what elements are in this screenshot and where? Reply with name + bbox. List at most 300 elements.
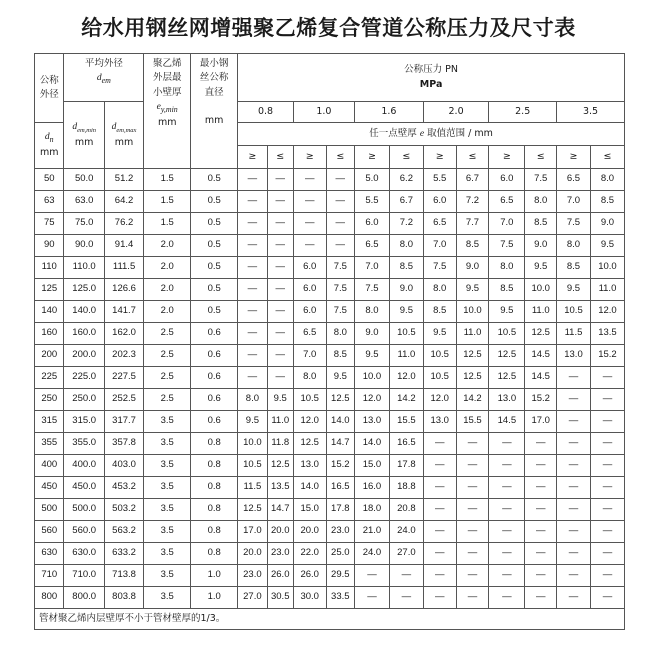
- table-cell: —: [456, 477, 489, 499]
- table-cell: 1.0: [191, 587, 238, 609]
- min-symbol: ≥: [423, 146, 456, 169]
- table-cell: 13.5: [590, 323, 624, 345]
- table-cell: 8.5: [525, 213, 557, 235]
- table-cell: —: [456, 521, 489, 543]
- table-cell: —: [489, 455, 525, 477]
- table-cell: 2.0: [144, 257, 191, 279]
- table-cell: —: [557, 367, 591, 389]
- table-cell: 8.0: [489, 257, 525, 279]
- table-cell: 8.0: [389, 235, 423, 257]
- table-row: [35, 191, 625, 213]
- table-cell: 12.5: [293, 433, 326, 455]
- table-cell: —: [489, 565, 525, 587]
- table-cell: 3.5: [144, 521, 191, 543]
- table-cell: —: [423, 455, 456, 477]
- table-cell: 8.5: [557, 257, 591, 279]
- table-row: [35, 433, 625, 455]
- table-cell: 50: [35, 169, 64, 191]
- table-cell: 20.0: [238, 543, 267, 565]
- table-cell: 400: [35, 455, 64, 477]
- table-cell: —: [267, 235, 293, 257]
- table-cell: —: [389, 565, 423, 587]
- table-row: [35, 367, 625, 389]
- table-cell: —: [267, 257, 293, 279]
- table-cell: 13.0: [423, 411, 456, 433]
- table-cell: —: [423, 521, 456, 543]
- table-cell: 10.5: [423, 367, 456, 389]
- table-cell: 3.5: [144, 433, 191, 455]
- table-cell: —: [326, 213, 354, 235]
- table-cell: 5.5: [355, 191, 390, 213]
- table-cell: 90.0: [64, 235, 104, 257]
- table-cell: 0.5: [191, 301, 238, 323]
- table-cell: —: [590, 499, 624, 521]
- table-cell: 7.5: [489, 235, 525, 257]
- table-row: [35, 477, 625, 499]
- table-cell: 91.4: [104, 235, 143, 257]
- table-cell: 12.0: [355, 389, 390, 411]
- table-cell: 15.2: [326, 455, 354, 477]
- max-symbol: ≤: [525, 146, 557, 169]
- table-cell: 8.5: [389, 257, 423, 279]
- table-cell: 7.7: [456, 213, 489, 235]
- table-cell: 25.0: [326, 543, 354, 565]
- table-cell: 2.5: [144, 389, 191, 411]
- table-cell: —: [238, 213, 267, 235]
- table-cell: —: [238, 279, 267, 301]
- table-cell: 252.5: [104, 389, 143, 411]
- table-cell: 0.6: [191, 323, 238, 345]
- table-cell: 7.5: [326, 257, 354, 279]
- table-cell: 630.0: [64, 543, 104, 565]
- table-cell: 800: [35, 587, 64, 609]
- table-cell: 30.0: [293, 587, 326, 609]
- table-cell: 0.6: [191, 389, 238, 411]
- table-cell: 317.7: [104, 411, 143, 433]
- dem-min-header: $d_{em,min}$ mm: [64, 102, 104, 169]
- table-cell: —: [590, 367, 624, 389]
- table-cell: 30.5: [267, 587, 293, 609]
- table-cell: 3.5: [144, 565, 191, 587]
- table-cell: 24.0: [355, 543, 390, 565]
- pn-value: 2.0: [423, 102, 489, 123]
- table-cell: 14.5: [525, 345, 557, 367]
- table-cell: 18.8: [389, 477, 423, 499]
- table-cell: 0.5: [191, 213, 238, 235]
- table-cell: 3.5: [144, 477, 191, 499]
- table-cell: 9.5: [326, 367, 354, 389]
- table-cell: 9.5: [525, 257, 557, 279]
- table-cell: 225: [35, 367, 64, 389]
- table-cell: 23.0: [267, 543, 293, 565]
- table-cell: —: [456, 565, 489, 587]
- table-cell: 355: [35, 433, 64, 455]
- table-cell: 110: [35, 257, 64, 279]
- table-cell: 75.0: [64, 213, 104, 235]
- table-cell: —: [238, 345, 267, 367]
- table-cell: —: [293, 213, 326, 235]
- table-cell: 33.5: [326, 587, 354, 609]
- table-cell: 29.5: [326, 565, 354, 587]
- table-cell: 202.3: [104, 345, 143, 367]
- wire-diameter-header: 最小钢 丝公称 直径 mm: [191, 54, 238, 169]
- table-cell: 10.5: [238, 455, 267, 477]
- table-cell: 14.5: [489, 411, 525, 433]
- table-cell: —: [267, 191, 293, 213]
- dn-symbol-header: $d_n$ mm: [35, 123, 64, 169]
- table-row: [35, 169, 625, 191]
- table-cell: —: [525, 477, 557, 499]
- table-cell: 12.0: [293, 411, 326, 433]
- table-cell: —: [557, 411, 591, 433]
- table-cell: 11.5: [557, 323, 591, 345]
- table-cell: —: [557, 565, 591, 587]
- table-cell: 16.5: [326, 477, 354, 499]
- table-cell: 13.0: [293, 455, 326, 477]
- table-cell: 6.2: [389, 169, 423, 191]
- table-cell: —: [489, 543, 525, 565]
- table-cell: 9.5: [489, 301, 525, 323]
- table-cell: —: [456, 543, 489, 565]
- table-cell: 6.0: [355, 213, 390, 235]
- table-row: [35, 499, 625, 521]
- table-cell: —: [293, 235, 326, 257]
- table-cell: —: [525, 433, 557, 455]
- table-cell: —: [423, 477, 456, 499]
- table-cell: 6.5: [557, 169, 591, 191]
- table-cell: 9.5: [590, 235, 624, 257]
- table-cell: 12.5: [238, 499, 267, 521]
- table-cell: 7.0: [557, 191, 591, 213]
- table-cell: —: [326, 169, 354, 191]
- table-cell: —: [525, 565, 557, 587]
- table-cell: 5.0: [355, 169, 390, 191]
- avg-od-header: 平均外径 $d_{em}$: [64, 54, 144, 102]
- table-cell: 8.0: [355, 301, 390, 323]
- table-cell: 8.5: [489, 279, 525, 301]
- table-cell: 23.0: [238, 565, 267, 587]
- table-cell: 710: [35, 565, 64, 587]
- table-cell: 400.0: [64, 455, 104, 477]
- table-cell: 20.0: [267, 521, 293, 543]
- table-cell: 12.5: [489, 345, 525, 367]
- table-cell: 0.5: [191, 279, 238, 301]
- table-cell: 140: [35, 301, 64, 323]
- table-row: [35, 521, 625, 543]
- max-symbol: ≤: [267, 146, 293, 169]
- table-row: [35, 257, 625, 279]
- table-cell: 710.0: [64, 565, 104, 587]
- table-cell: 1.5: [144, 169, 191, 191]
- min-symbol: ≥: [489, 146, 525, 169]
- table-cell: 450.0: [64, 477, 104, 499]
- table-cell: —: [557, 455, 591, 477]
- table-cell: 2.0: [144, 301, 191, 323]
- table-cell: —: [590, 543, 624, 565]
- table-row: [35, 389, 625, 411]
- table-cell: 12.5: [326, 389, 354, 411]
- table-cell: 110.0: [64, 257, 104, 279]
- table-cell: —: [238, 323, 267, 345]
- table-cell: 63.0: [64, 191, 104, 213]
- table-cell: —: [355, 565, 390, 587]
- table-row: [35, 235, 625, 257]
- table-cell: —: [590, 477, 624, 499]
- table-cell: 7.2: [389, 213, 423, 235]
- table-cell: 13.5: [267, 477, 293, 499]
- table-cell: 126.6: [104, 279, 143, 301]
- min-symbol: ≥: [557, 146, 591, 169]
- table-cell: 10.0: [525, 279, 557, 301]
- table-cell: —: [489, 499, 525, 521]
- table-cell: —: [590, 411, 624, 433]
- table-cell: 21.0: [355, 521, 390, 543]
- table-row: [35, 279, 625, 301]
- table-cell: 11.0: [525, 301, 557, 323]
- table-cell: 140.0: [64, 301, 104, 323]
- table-cell: 9.5: [267, 389, 293, 411]
- table-cell: —: [489, 587, 525, 609]
- table-cell: 11.0: [389, 345, 423, 367]
- table-cell: 13.0: [355, 411, 390, 433]
- table-cell: 141.7: [104, 301, 143, 323]
- table-cell: 560: [35, 521, 64, 543]
- table-cell: 7.5: [326, 279, 354, 301]
- table-cell: 12.5: [525, 323, 557, 345]
- table-cell: 7.0: [423, 235, 456, 257]
- pn-value: 1.6: [355, 102, 424, 123]
- table-cell: 6.0: [489, 169, 525, 191]
- table-cell: 162.0: [104, 323, 143, 345]
- table-cell: —: [525, 499, 557, 521]
- table-cell: —: [238, 235, 267, 257]
- table-cell: —: [267, 169, 293, 191]
- table-cell: 800.0: [64, 587, 104, 609]
- table-cell: 7.5: [355, 279, 390, 301]
- table-cell: 315.0: [64, 411, 104, 433]
- table-cell: 12.5: [267, 455, 293, 477]
- table-cell: —: [267, 367, 293, 389]
- table-cell: 503.2: [104, 499, 143, 521]
- table-cell: 15.5: [389, 411, 423, 433]
- table-cell: 7.0: [489, 213, 525, 235]
- table-cell: —: [456, 587, 489, 609]
- table-cell: 6.5: [355, 235, 390, 257]
- table-cell: —: [590, 565, 624, 587]
- table-cell: 0.6: [191, 367, 238, 389]
- table-row: [35, 323, 625, 345]
- table-cell: —: [590, 521, 624, 543]
- table-cell: 10.0: [456, 301, 489, 323]
- table-cell: 8.0: [293, 367, 326, 389]
- table-cell: 7.0: [355, 257, 390, 279]
- table-cell: 8.0: [423, 279, 456, 301]
- table-cell: 15.0: [355, 455, 390, 477]
- table-cell: 11.0: [456, 323, 489, 345]
- table-cell: 160: [35, 323, 64, 345]
- table-cell: 9.5: [557, 279, 591, 301]
- table-cell: 111.5: [104, 257, 143, 279]
- table-cell: 90: [35, 235, 64, 257]
- table-cell: 51.2: [104, 169, 143, 191]
- table-cell: 12.0: [389, 367, 423, 389]
- table-cell: —: [557, 477, 591, 499]
- pressure-size-table: [34, 53, 625, 630]
- table-cell: —: [557, 433, 591, 455]
- table-cell: 18.0: [355, 499, 390, 521]
- table-row: [35, 587, 625, 609]
- table-cell: 9.5: [355, 345, 390, 367]
- table-cell: 10.5: [489, 323, 525, 345]
- table-cell: 10.0: [590, 257, 624, 279]
- table-cell: 10.5: [557, 301, 591, 323]
- table-cell: 0.8: [191, 499, 238, 521]
- table-cell: —: [456, 455, 489, 477]
- table-cell: 630: [35, 543, 64, 565]
- table-cell: 1.5: [144, 191, 191, 213]
- table-cell: 3.5: [144, 499, 191, 521]
- table-cell: 9.0: [389, 279, 423, 301]
- table-cell: —: [423, 499, 456, 521]
- table-row: [35, 345, 625, 367]
- table-cell: —: [557, 521, 591, 543]
- table-cell: 0.8: [191, 433, 238, 455]
- table-cell: 3.5: [144, 411, 191, 433]
- table-cell: 15.2: [590, 345, 624, 367]
- table-cell: 11.0: [267, 411, 293, 433]
- table-cell: —: [557, 499, 591, 521]
- table-cell: 23.0: [326, 521, 354, 543]
- table-cell: 2.5: [144, 323, 191, 345]
- table-cell: 250: [35, 389, 64, 411]
- table-cell: 76.2: [104, 213, 143, 235]
- table-cell: —: [267, 301, 293, 323]
- table-cell: 8.0: [326, 323, 354, 345]
- table-cell: 14.7: [267, 499, 293, 521]
- table-cell: 0.8: [191, 477, 238, 499]
- table-cell: 2.0: [144, 235, 191, 257]
- table-cell: 14.2: [456, 389, 489, 411]
- table-cell: 0.8: [191, 521, 238, 543]
- table-cell: 15.5: [456, 411, 489, 433]
- table-cell: 12.0: [423, 389, 456, 411]
- table-cell: 7.0: [293, 345, 326, 367]
- table-cell: 6.0: [293, 257, 326, 279]
- table-cell: 0.5: [191, 169, 238, 191]
- table-cell: 10.5: [293, 389, 326, 411]
- pn-header: 公称压力 PN MPa: [238, 54, 625, 102]
- table-cell: 10.5: [389, 323, 423, 345]
- table-cell: —: [557, 543, 591, 565]
- table-cell: 7.5: [525, 169, 557, 191]
- table-cell: 9.5: [389, 301, 423, 323]
- table-cell: 13.0: [489, 389, 525, 411]
- max-symbol: ≤: [590, 146, 624, 169]
- table-cell: 6.5: [489, 191, 525, 213]
- table-cell: —: [423, 565, 456, 587]
- table-cell: 6.5: [293, 323, 326, 345]
- table-cell: 7.2: [456, 191, 489, 213]
- max-symbol: ≤: [389, 146, 423, 169]
- table-cell: 9.0: [456, 257, 489, 279]
- table-cell: 75: [35, 213, 64, 235]
- table-cell: 14.2: [389, 389, 423, 411]
- table-cell: 8.0: [590, 169, 624, 191]
- table-cell: 14.0: [293, 477, 326, 499]
- table-cell: 12.5: [456, 367, 489, 389]
- table-cell: 450: [35, 477, 64, 499]
- table-cell: 13.0: [557, 345, 591, 367]
- table-cell: —: [590, 587, 624, 609]
- table-cell: —: [456, 499, 489, 521]
- table-cell: 9.5: [423, 323, 456, 345]
- table-cell: —: [389, 587, 423, 609]
- table-cell: —: [238, 257, 267, 279]
- table-cell: 6.7: [456, 169, 489, 191]
- table-cell: 315: [35, 411, 64, 433]
- table-cell: 9.0: [590, 213, 624, 235]
- table-cell: 8.0: [238, 389, 267, 411]
- table-cell: 500.0: [64, 499, 104, 521]
- dn-header: 公称 外径: [35, 54, 64, 123]
- table-cell: —: [525, 543, 557, 565]
- table-cell: —: [423, 587, 456, 609]
- table-cell: 12.5: [489, 367, 525, 389]
- table-cell: 633.2: [104, 543, 143, 565]
- table-row: [35, 543, 625, 565]
- table-cell: 250.0: [64, 389, 104, 411]
- table-cell: —: [267, 345, 293, 367]
- table-cell: 17.8: [326, 499, 354, 521]
- table-cell: 713.8: [104, 565, 143, 587]
- table-cell: 9.5: [456, 279, 489, 301]
- table-cell: 27.0: [238, 587, 267, 609]
- table-cell: 0.5: [191, 257, 238, 279]
- table-cell: 27.0: [389, 543, 423, 565]
- table-cell: 10.5: [423, 345, 456, 367]
- table-cell: —: [355, 587, 390, 609]
- table-cell: 8.5: [326, 345, 354, 367]
- table-cell: 12.5: [456, 345, 489, 367]
- table-cell: 403.0: [104, 455, 143, 477]
- table-cell: 8.5: [590, 191, 624, 213]
- min-symbol: ≥: [238, 146, 267, 169]
- table-cell: 14.0: [355, 433, 390, 455]
- table-cell: 5.5: [423, 169, 456, 191]
- max-symbol: ≤: [326, 146, 354, 169]
- pn-value: 2.5: [489, 102, 557, 123]
- table-cell: 227.5: [104, 367, 143, 389]
- table-cell: 3.5: [144, 587, 191, 609]
- table-cell: —: [326, 235, 354, 257]
- table-cell: 50.0: [64, 169, 104, 191]
- table-cell: —: [525, 521, 557, 543]
- pn-value: 3.5: [557, 102, 625, 123]
- table-cell: —: [423, 543, 456, 565]
- table-cell: —: [238, 367, 267, 389]
- table-cell: 20.8: [389, 499, 423, 521]
- table-cell: —: [590, 389, 624, 411]
- table-cell: 22.0: [293, 543, 326, 565]
- table-cell: 3.5: [144, 455, 191, 477]
- table-cell: 26.0: [293, 565, 326, 587]
- table-cell: 11.8: [267, 433, 293, 455]
- table-cell: 2.5: [144, 345, 191, 367]
- table-cell: 6.5: [423, 213, 456, 235]
- table-cell: —: [238, 169, 267, 191]
- table-cell: 24.0: [389, 521, 423, 543]
- table-cell: —: [267, 279, 293, 301]
